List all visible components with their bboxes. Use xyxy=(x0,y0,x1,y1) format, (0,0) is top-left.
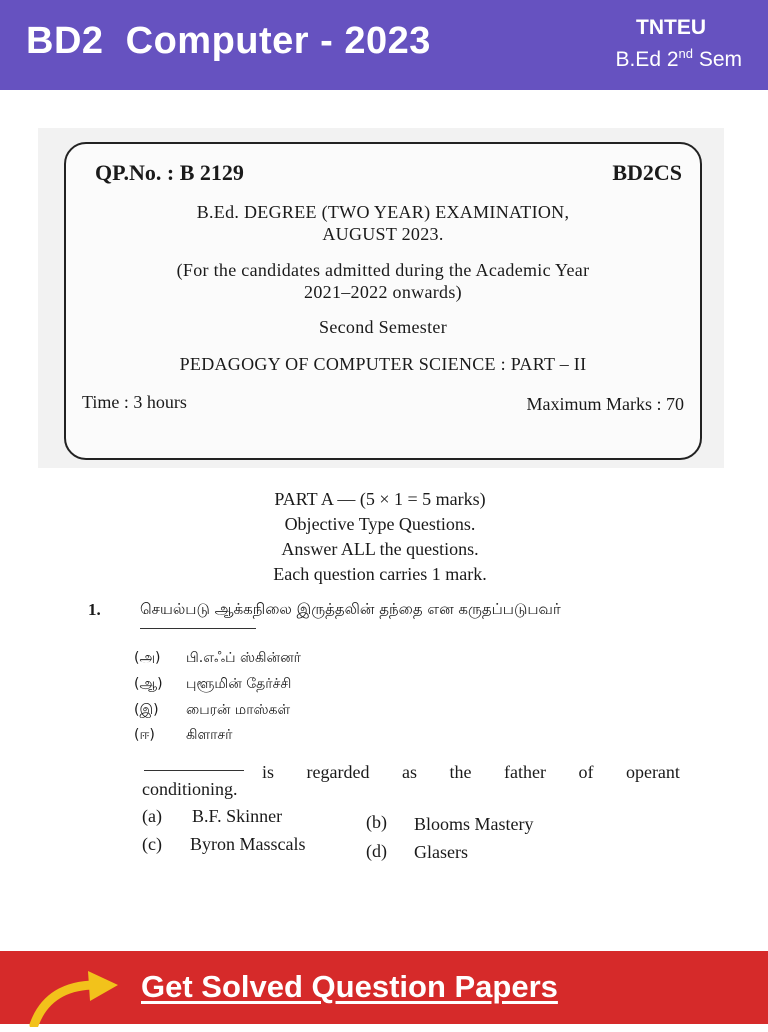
subject-title: PEDAGOGY OF COMPUTER SCIENCE : PART – II xyxy=(179,354,587,374)
exam-title-line1: B.Ed. DEGREE (TWO YEAR) EXAMINATION, xyxy=(196,202,570,222)
course-superscript: nd xyxy=(678,46,693,61)
option-text: Glasers xyxy=(414,842,468,862)
tamil-option xyxy=(134,702,290,720)
question-word: of xyxy=(578,762,594,782)
part-a-heading: PART A — (5 × 1 = 5 marks) xyxy=(274,489,486,509)
footer-banner xyxy=(0,951,768,1024)
tamil-option xyxy=(134,676,291,694)
exam-title-line2: AUGUST 2023. xyxy=(322,224,444,244)
option-label: (c) xyxy=(142,834,162,854)
option-label: (a) xyxy=(142,806,162,826)
course-suffix: Sem xyxy=(692,48,742,71)
tamil-option xyxy=(134,650,301,668)
curved-arrow-icon xyxy=(26,967,126,1032)
candidates-line2: 2021–2022 onwards) xyxy=(304,282,462,302)
get-solved-papers-link[interactable]: Get Solved Question Papers xyxy=(141,969,558,1004)
question-word: operant xyxy=(625,762,680,782)
tamil-option-label: (ஆ) xyxy=(134,676,163,692)
question-word: regarded xyxy=(306,762,370,782)
question-word: father xyxy=(503,762,546,782)
question-word: the xyxy=(449,762,472,782)
tamil-option-label: (ஈ) xyxy=(134,727,155,743)
maximum-marks: Maximum Marks : 70 xyxy=(526,394,684,414)
tamil-option xyxy=(134,727,232,745)
option-text: Blooms Mastery xyxy=(414,814,534,834)
candidates-line1: (For the candidates admitted during the Academic Year xyxy=(176,260,590,280)
paper-code: BD2CS xyxy=(612,160,682,185)
option-text: B.F. Skinner xyxy=(192,806,283,826)
course-prefix: B.Ed 2 xyxy=(615,48,679,71)
part-a-instruction: Answer ALL the questions. xyxy=(281,539,479,559)
page-title: BD2 Computer - 2023 xyxy=(26,20,431,62)
tamil-option-text: கிளாசர் xyxy=(186,727,233,743)
tamil-option-text: புளூமின் தேர்ச்சி xyxy=(186,676,292,692)
english-question-line1 xyxy=(262,762,680,783)
header-banner xyxy=(0,0,768,90)
semester: Second Semester xyxy=(319,317,447,337)
english-question-line2: conditioning. xyxy=(142,779,238,799)
tamil-option-label: (இ) xyxy=(134,702,159,718)
tamil-option-text: பைரன் மாஸ்கள் xyxy=(186,702,291,718)
tamil-question-text: செயல்படு ஆக்கநிலை இருத்தலின் தந்தை என கருதப்படுபவர் xyxy=(140,600,561,618)
tamil-option-text: பி.எஃப் ஸ்கின்னர் xyxy=(186,650,301,666)
part-a-marks-note: Each question carries 1 mark. xyxy=(273,564,487,584)
option-label: (b) xyxy=(366,812,387,832)
tamil-blank-line xyxy=(140,628,256,629)
option-text: Byron Masscals xyxy=(190,834,306,854)
qp-number: QP.No. : B 2129 xyxy=(95,160,244,185)
course-label xyxy=(615,46,742,72)
tamil-option-label: (அ) xyxy=(134,650,161,666)
option-label: (d) xyxy=(366,841,387,861)
question-number: 1. xyxy=(88,600,101,619)
english-blank-line xyxy=(144,770,244,771)
part-a-type: Objective Type Questions. xyxy=(284,514,476,534)
question-word: is xyxy=(262,762,275,782)
exam-duration: Time : 3 hours xyxy=(82,392,187,412)
university-label: TNTEU xyxy=(636,16,706,39)
question-word: as xyxy=(401,762,417,782)
